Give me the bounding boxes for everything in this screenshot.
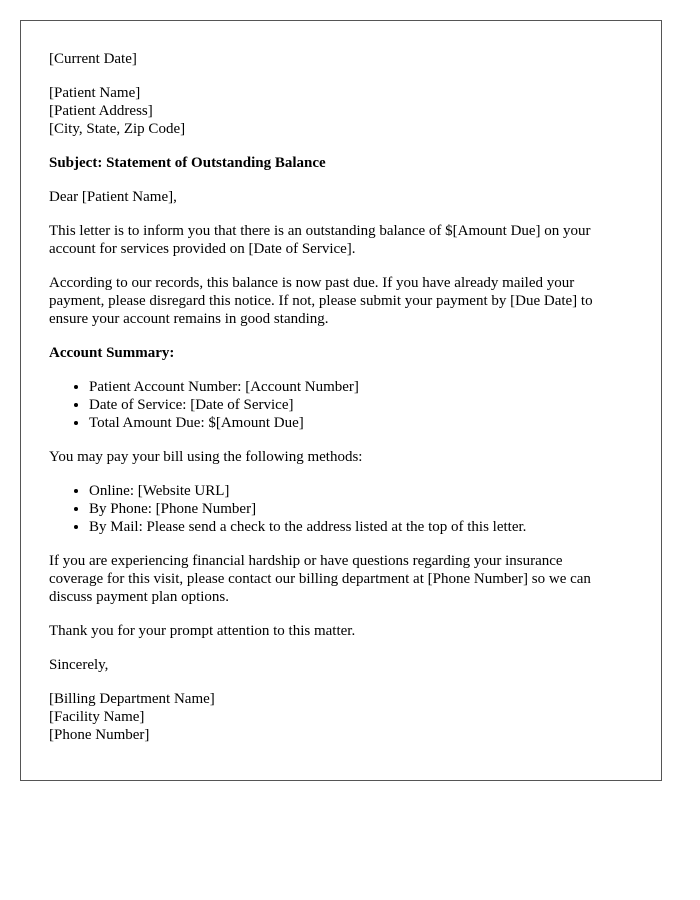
closing: Sincerely,: [49, 657, 109, 673]
payment-method-item: • By Mail: Please send a check to the address listed at the top of this letter.: [89, 518, 633, 536]
payment-methods-list: [49, 482, 633, 536]
account-summary-item: • Date of Service: [Date of Service]: [89, 396, 633, 414]
hardship-paragraph: [49, 552, 633, 606]
account-summary-item: • Total Amount Due: $[Amount Due]: [89, 414, 633, 432]
account-summary-heading: Account Summary:: [49, 345, 175, 361]
payment-methods-intro: You may pay your bill using the following methods:: [49, 449, 363, 465]
past-due-paragraph: [49, 274, 633, 328]
recipient-address-block: [49, 84, 633, 138]
recipient-city-state-zip: [City, State, Zip Code]: [49, 121, 186, 137]
account-summary-list: [49, 378, 633, 432]
thank-you-line: Thank you for your prompt attention to this matter.: [49, 623, 356, 639]
past-due-line: ensure your account remains in good standing.: [49, 311, 329, 327]
recipient-name: [Patient Name]: [49, 85, 141, 101]
account-summary-item: • Patient Account Number: [Account Number]: [89, 378, 633, 396]
intro-paragraph: [49, 222, 633, 258]
signature-department: [Billing Department Name]: [49, 691, 215, 707]
hardship-line: If you are experiencing financial hardship or have questions regarding your insurance: [49, 553, 563, 569]
letter-date: [Current Date]: [49, 51, 137, 67]
recipient-address: [Patient Address]: [49, 103, 153, 119]
hardship-line: discuss payment plan options.: [49, 589, 229, 605]
salutation: Dear [Patient Name],: [49, 189, 177, 205]
past-due-line: According to our records, this balance is now past due. If you have already mailed your: [49, 275, 575, 291]
intro-line: This letter is to inform you that there is an outstanding balance of $[Amount Due] on your: [49, 223, 591, 239]
payment-method-item: • Online: [Website URL]: [89, 482, 633, 500]
intro-line: account for services provided on [Date of Service].: [49, 241, 356, 257]
hardship-line: coverage for this visit, please contact our billing department at [Phone Number] so we can: [49, 571, 591, 587]
signature-facility: [Facility Name]: [49, 709, 145, 725]
signature-phone: [Phone Number]: [49, 727, 150, 743]
letter-subject: Subject: Statement of Outstanding Balance: [49, 155, 326, 171]
past-due-line: payment, please disregard this notice. If not, please submit your payment by [Due Date] to: [49, 293, 593, 309]
letter-page: [20, 20, 662, 781]
signature-block: [49, 690, 633, 744]
payment-method-item: • By Phone: [Phone Number]: [89, 500, 633, 518]
